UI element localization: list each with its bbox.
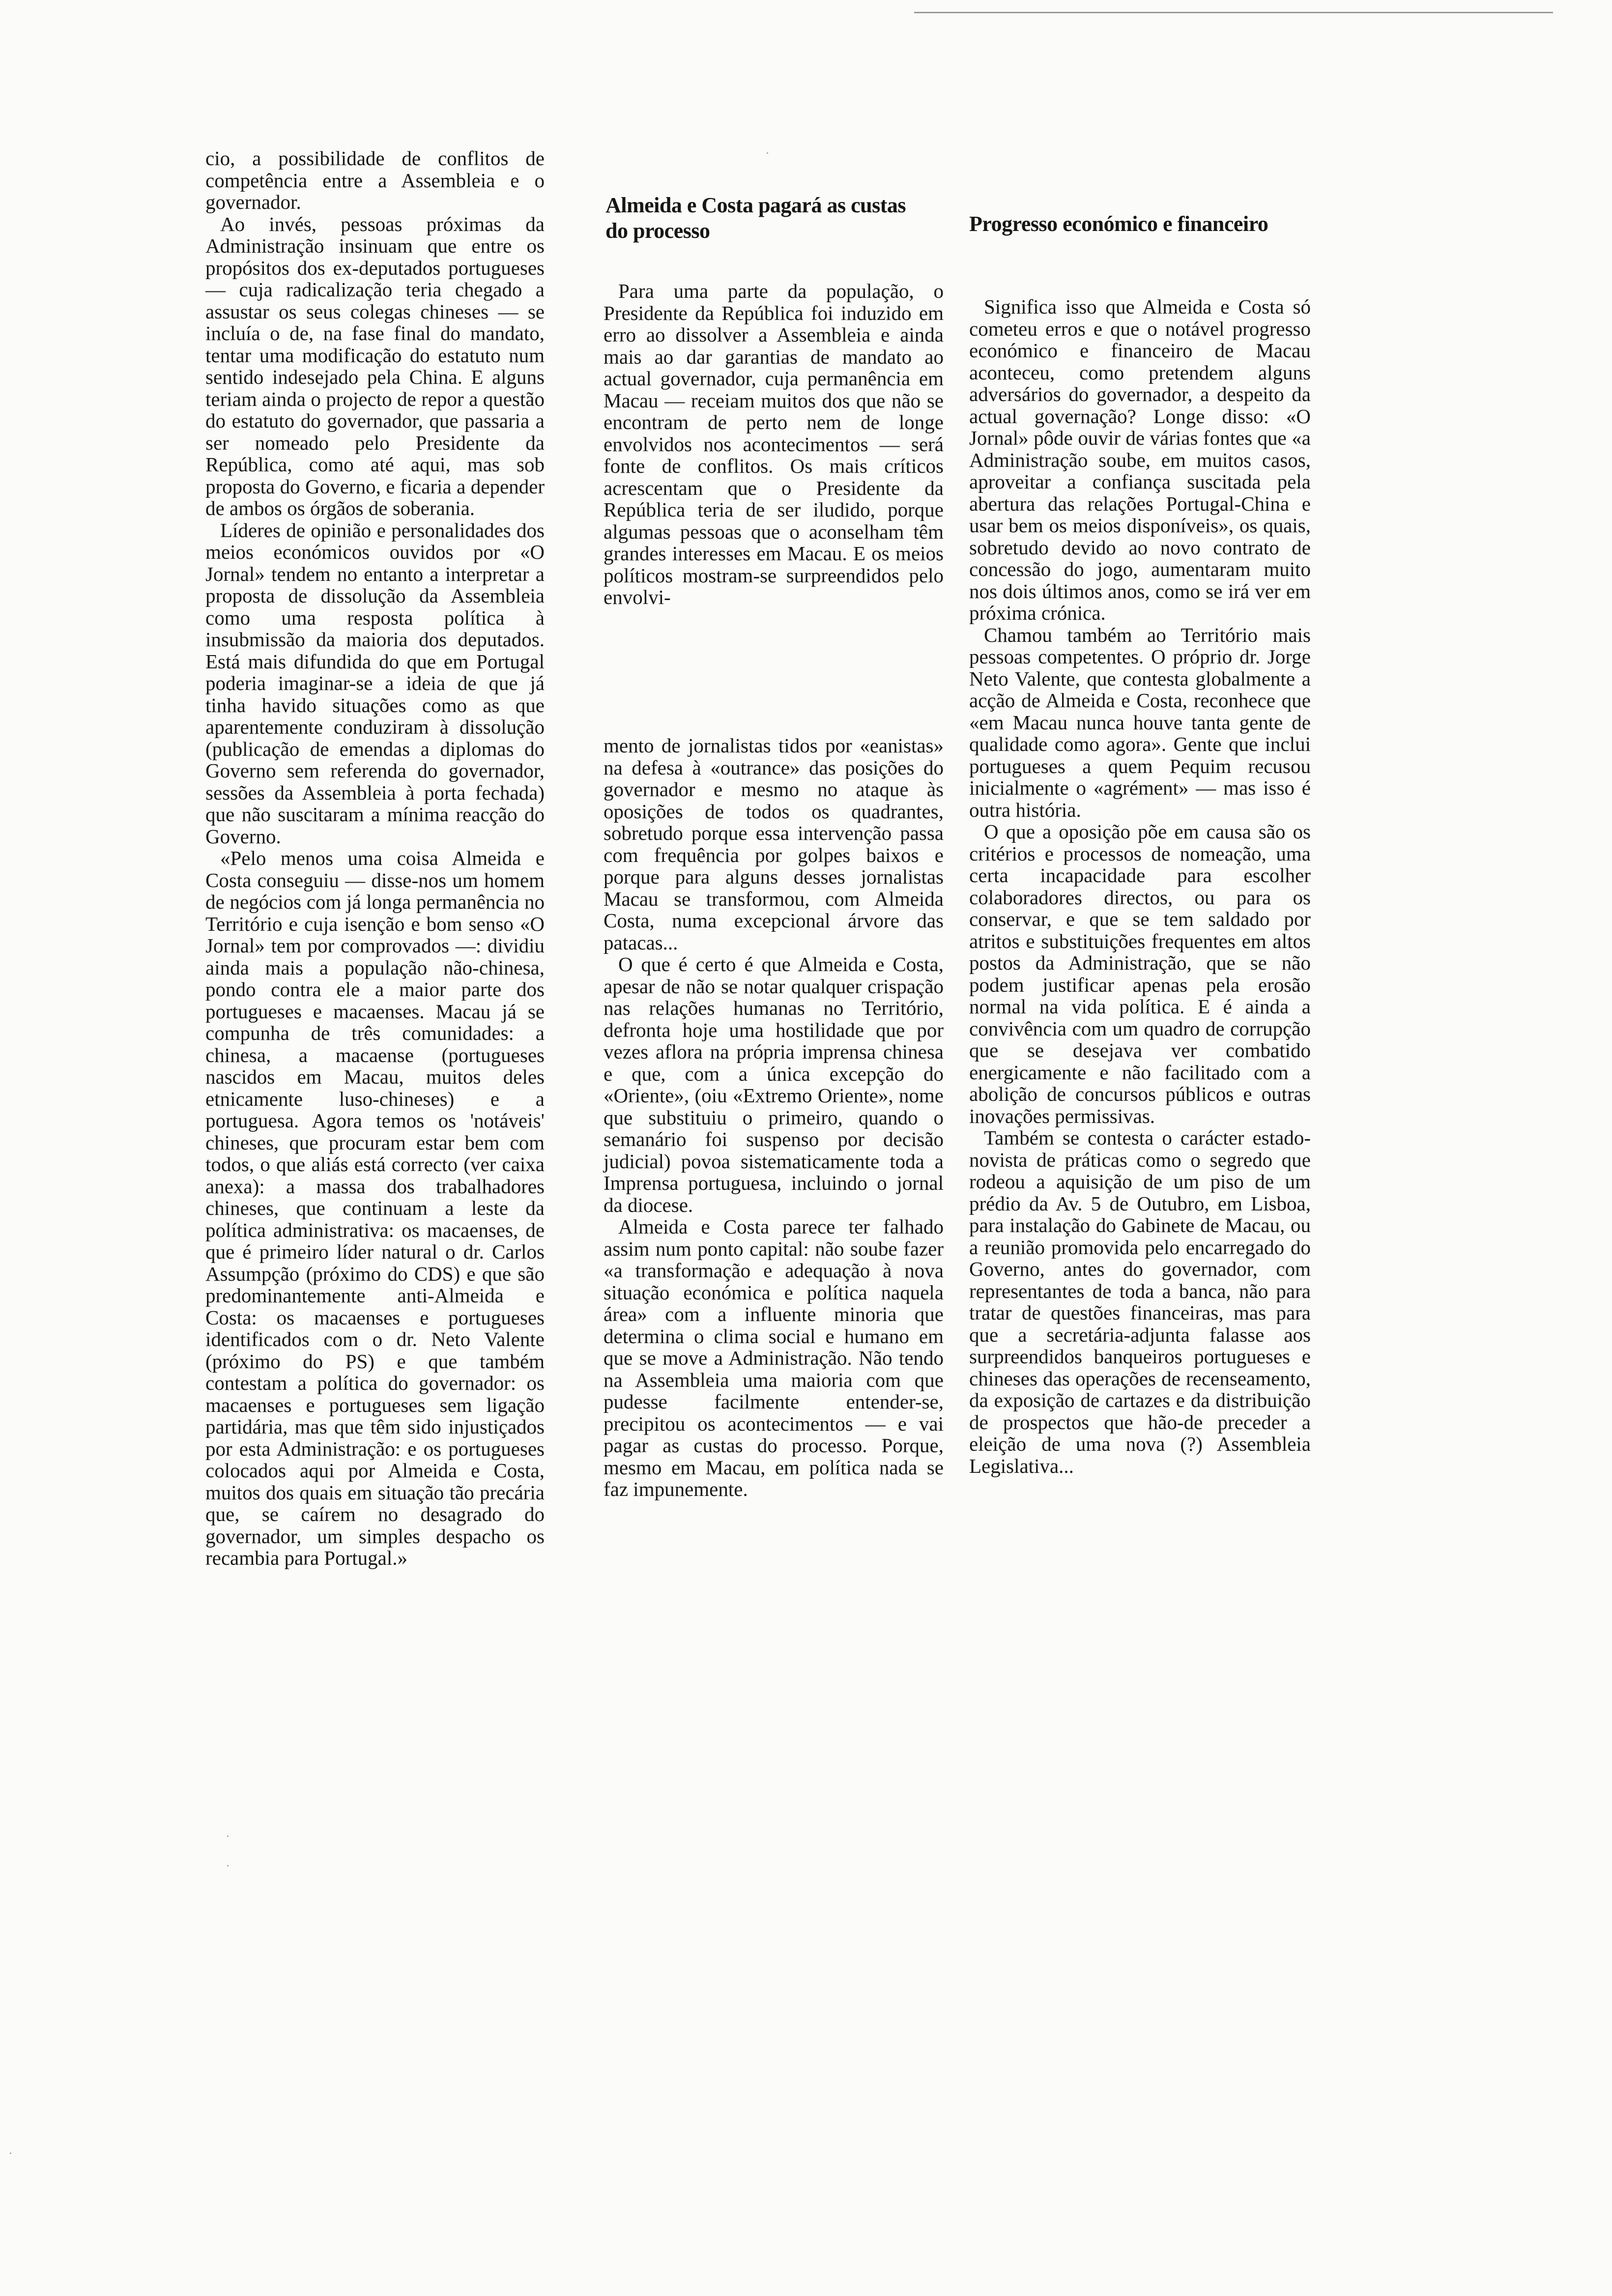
paragraph: cio, a possibilidade de conflitos de competência entre a Assembleia e o governador.: [205, 147, 545, 213]
scan-top-rule: [914, 12, 1553, 13]
paragraph: Significa isso que Almeida e Costa só cometeu erros e que o notável progresso económico e financeiro de Macau aconteceu, como pretendem alguns adversários do governador, a despeito da actual governação? Longe disso: «O Jornal» pôde ouvir de várias fontes que «a Administração soube, em muitos casos, aproveitar a confiança suscitada pela abertura das relações Portugal-China e usar bem os meios disponíveis», os quais, sobretudo devido ao novo contrato de concessão do jogo, aumentaram muito nos dois últimos anos, como se irá ver em próxima crónica.: [969, 295, 1311, 624]
paragraph: Almeida e Costa parece ter falhado assim num ponto capital: não soube fazer «a transformação e adequação à nova situação económica e política naquela área» com a influente minoria que determina o clima social e humano em que se move a Administração. Não tendo na Assembleia uma maioria com que pudesse facilmente entender-se, precipitou os acontecimentos — e vai pagar as custas do processo. Porque, mesmo em Macau, em política nada se faz impunemente.: [604, 1215, 944, 1500]
scan-speck: [767, 152, 768, 154]
article-column-2-top: [604, 280, 944, 608]
paragraph: O que a oposição põe em causa são os critérios e processos de nomeação, uma certa incapacidade para escolher colaboradores directos, ou para os conservar, e que se tem saldado por atritos e substituições frequentes em altos postos da Administração, que se não podem justificar apenas pela erosão normal na vida política. E é ainda a convivência com um quadro de corrupção que se desejava ver combatido energicamente e não facilitado com a abolição de concursos públicos e outras inovações permissivas.: [969, 820, 1311, 1127]
paragraph: O que é certo é que Almeida e Costa, apesar de não se notar qualquer crispação nas relações humanas no Território, defronta hoje uma hostilidade que por vezes aflora na própria imprensa chinesa e que, com a única excepção do «Oriente», (oiu «Extremo Oriente», nome que substituiu o primeiro, quando o semanário foi suspenso por decisão judicial) povoa sistematicamente toda a Imprensa portuguesa, incluindo o jornal da diocese.: [604, 953, 944, 1216]
article-column-2: [604, 735, 944, 1500]
scan-speck: [10, 2152, 11, 2154]
paragraph: Líderes de opinião e personalidades dos meios económicos ouvidos por «O Jornal» tendem no entanto a interpretar a proposta de dissolução da Assembleia como uma resposta política à insubmissão da maioria dos deputados. Está mais difundida do que em Portugal poderia imaginar-se a ideia de que já tinha havido situações como as que aparentemente conduziram à dissolução (publicação de emendas a diplomas do Governo sem referenda do governador, sessões da Assembleia à porta fechada) que não suscitaram a mínima reacção do Governo.: [205, 518, 545, 848]
paragraph: Também se contesta o carácter estado-novista de práticas como o segredo que rodeou a aquisição de um piso de um prédio da Av. 5 de Outubro, em Lisboa, para instalação do Gabinete de Macau, ou a reunião promovida pelo encarregado do Governo, antes do governador, com representantes de toda a banca, não para tratar de questões financeiras, mas para que a secretária-adjunta falasse aos surpreendidos banqueiros portugueses e chineses das operações de recenseamento, da exposição de cartazes e da distribuição de prospectos que hão-de preceder a eleição de uma nova (?) Assembleia Legislativa...: [969, 1126, 1311, 1477]
subheading-progresso-economico: Progresso económico e financeiro: [969, 212, 1268, 236]
paragraph: «Pelo menos uma coisa Almeida e Costa conseguiu — disse-nos um homem de negócios com já longa permanência no Território e cuja isenção e bom senso «O Jornal» tem por comprovados —: dividiu ainda mais a população não-chinesa, pondo contra ele a maior parte dos portugueses e macaenses. Macau já se compunha de três comunidades: a chinesa, a macaense (portugueses nascidos em Macau, muitos deles etnicamente luso-chineses) e a portuguesa. Agora temos os 'notáveis' chineses, que procuram estar bem com todos, o que aliás está correcto (ver caixa anexa): a massa dos trabalhadores chineses, que continuam a leste da política administrativa: os macaenses, de que é primeiro líder natural o dr. Carlos Assumpção (próximo do CDS) e que são predominantemente anti-Almeida e Costa: os macaenses e portugueses identificados com o dr. Neto Valente (próximo do PS) e que também contestam a política do governador: os macaenses e portugueses sem ligação partidária, mas que têm sido injustiçados por esta Administração: e os portugueses colocados aqui por Almeida e Costa, muitos dos quais em situação tão precária que, se caírem no desagrado do governador, um simples despacho os recambia para Portugal.»: [205, 847, 545, 1569]
scan-speck: [227, 1865, 229, 1866]
paragraph: Chamou também ao Território mais pessoas competentes. O próprio dr. Jorge Neto Valente, que contesta globalmente a acção de Almeida e Costa, reconhece que «em Macau nunca houve tanta gente de qualidade como agora». Gente que inclui portugueses a quem Pequim recusou inicialmente o «agrément» — mas isso é outra história.: [969, 623, 1311, 821]
paragraph: mento de jornalistas tidos por «eanistas» na defesa à «outrance» das posições do governador e mesmo no ataque às oposições de todos os quadrantes, sobretudo porque essa intervenção passa com frequência por golpes baixos e porque para alguns desses jornalistas Macau se transformou, com Almeida Costa, numa excepcional árvore das patacas...: [604, 734, 944, 954]
subheading-almeida-e-costa: Almeida e Costa pagará as custas do processo: [605, 193, 906, 243]
paragraph: Ao invés, pessoas próximas da Administração insinuam que entre os propósitos dos ex-deputados portugueses — cuja radicalização teria chegado a assustar os seus colegas chineses — se incluía o de, na fase final do mandato, tentar uma modificação do estatuto num sentido indesejado pela China. E alguns teriam ainda o projecto de repor a questão do estatuto do governador, que passaria a ser nomeado pelo Presidente da República, como até aqui, mas sob proposta do Governo, e ficaria a depender de ambos os órgãos de soberania.: [205, 212, 545, 519]
scan-speck: [227, 1836, 229, 1837]
article-column-1: [205, 147, 545, 1569]
article-column-3: [969, 296, 1311, 1477]
paragraph: Para uma parte da população, o Presidente da República foi induzido em erro ao dissolver a Assembleia e ainda mais ao dar garantias de mandato ao actual governador, cuja permanência em Macau — receiam muitos dos que não se encontram de perto nem de longe envolvidos nos acontecimentos — será fonte de conflitos. Os mais críticos acrescentam que o Presidente da República teria de ser iludido, porque algumas pessoas que o aconselham têm grandes interesses em Macau. E os meios políticos mostram-se surpreendidos pelo envolvi-: [604, 280, 944, 608]
